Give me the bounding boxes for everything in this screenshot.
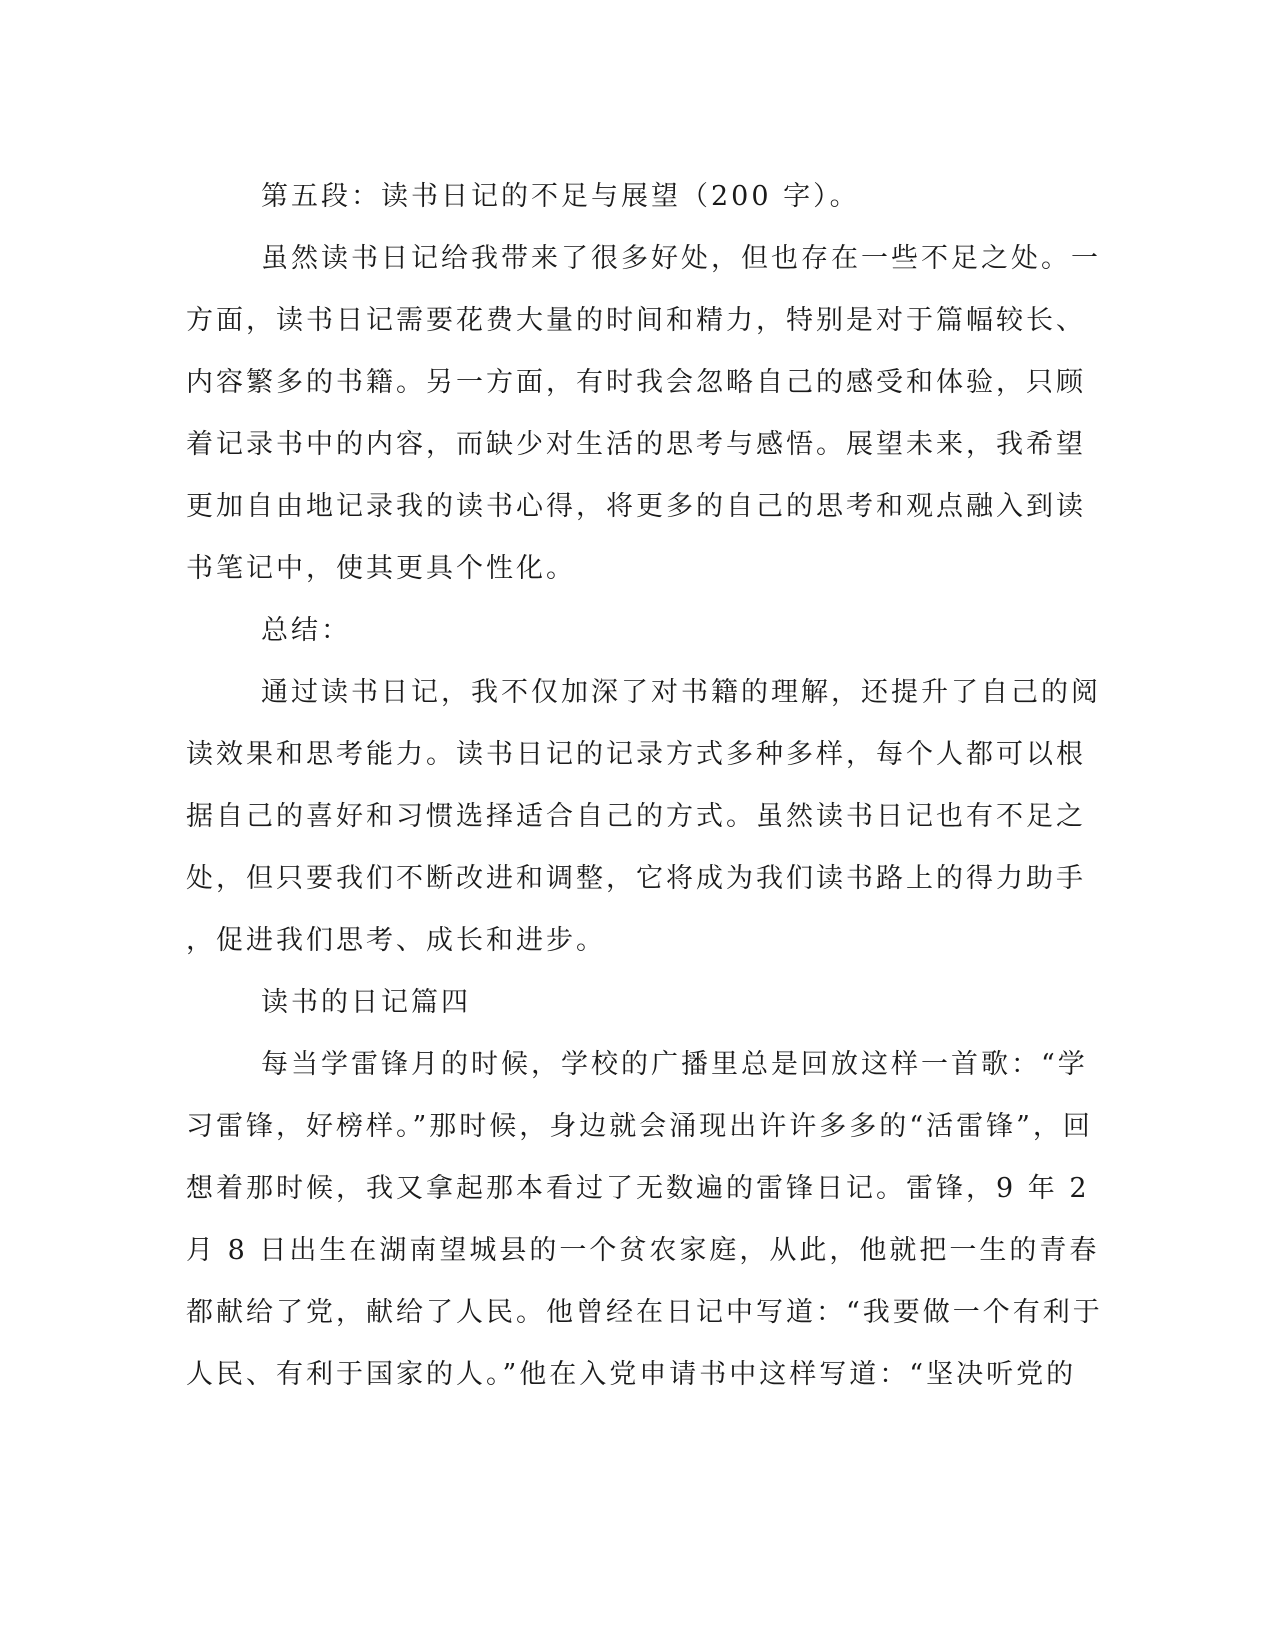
section-heading-fifth: 第五段：读书日记的不足与展望（200 字）。 [261, 181, 860, 212]
paragraph-line: 据自己的喜好和习惯选择适合自己的方式。虽然读书日记也有不足之 [186, 801, 1086, 832]
paragraph-line: 人民、有利于国家的人。”他在入党申请书中这样写道：“坚决听党的 [186, 1359, 1077, 1390]
paragraph-line: 通过读书日记，我不仅加深了对书籍的理解，还提升了自己的阅 [261, 677, 1101, 708]
paragraph-line: 想着那时候，我又拿起那本看过了无数遍的雷锋日记。雷锋，9 年 2 [186, 1173, 1090, 1204]
article-title-part-four: 读书的日记篇四 [261, 987, 471, 1018]
summary-heading: 总结： [261, 615, 351, 646]
paragraph-line: 方面，读书日记需要花费大量的时间和精力，特别是对于篇幅较长、 [186, 305, 1086, 336]
paragraph-line: 每当学雷锋月的时候，学校的广播里总是回放这样一首歌：“学 [261, 1049, 1088, 1080]
paragraph-line: 读效果和思考能力。读书日记的记录方式多种多样，每个人都可以根 [186, 739, 1086, 770]
paragraph-line: 虽然读书日记给我带来了很多好处，但也存在一些不足之处。一 [261, 243, 1101, 274]
paragraph-line: 处，但只要我们不断改进和调整，它将成为我们读书路上的得力助手 [186, 863, 1086, 894]
paragraph-line: 书笔记中，使其更具个性化。 [186, 553, 576, 584]
paragraph-line: 着记录书中的内容，而缺少对生活的思考与感悟。展望未来，我希望 [186, 429, 1086, 460]
body-text [186, 166, 1103, 1406]
paragraph-line: 习雷锋，好榜样。”那时候，身边就会涌现出许许多多的“活雷锋”，回 [186, 1111, 1093, 1142]
paragraph-line: 月 8 日出生在湖南望城县的一个贫农家庭，从此，他就把一生的青春 [186, 1235, 1100, 1266]
paragraph-line: 内容繁多的书籍。另一方面，有时我会忽略自己的感受和体验，只顾 [186, 367, 1086, 398]
paragraph-line: 更加自由地记录我的读书心得，将更多的自己的思考和观点融入到读 [186, 491, 1086, 522]
paragraph-line: ，促进我们思考、成长和进步。 [186, 925, 606, 956]
paragraph-line: 都献给了党，献给了人民。他曾经在日记中写道：“我要做一个有利于 [186, 1297, 1103, 1328]
